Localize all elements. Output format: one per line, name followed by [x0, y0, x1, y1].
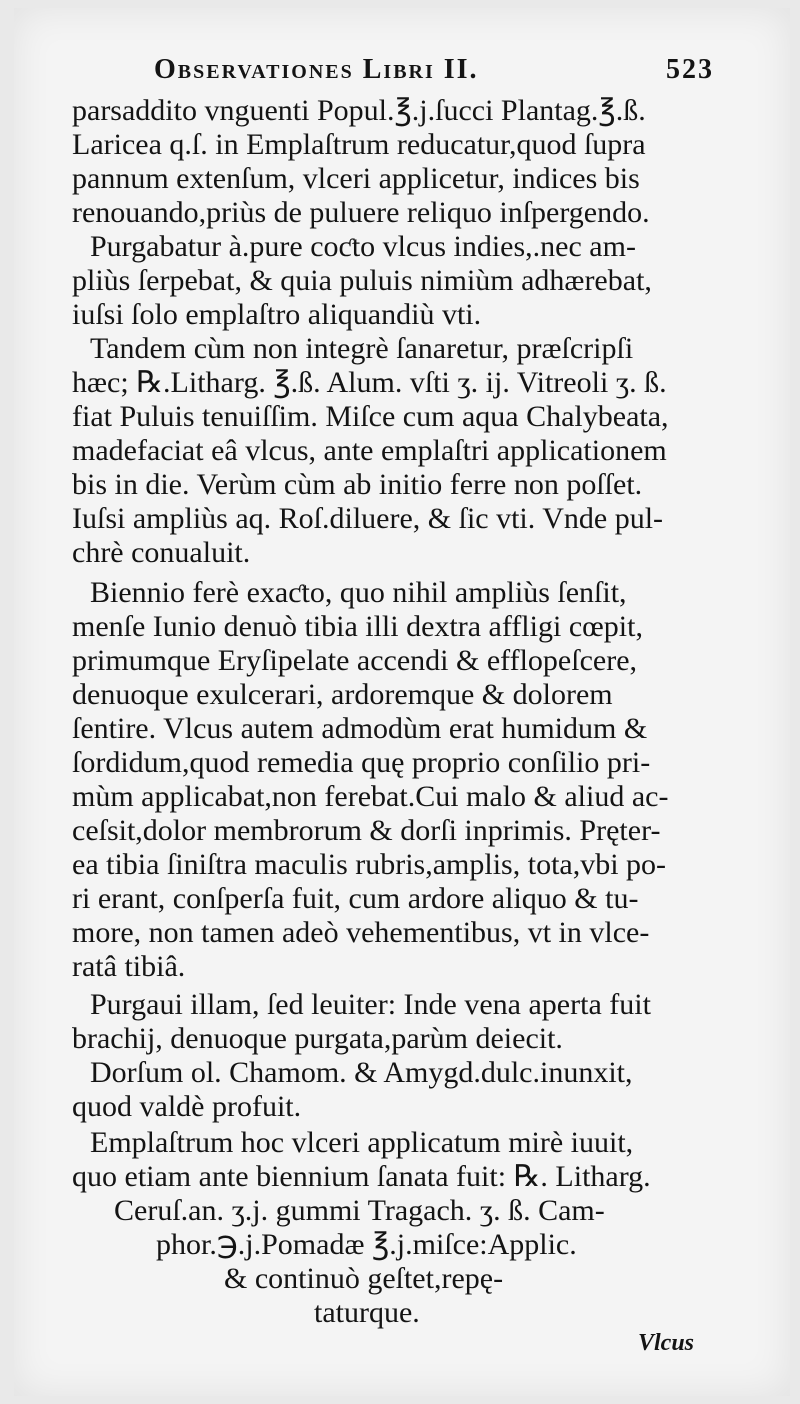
text-line: pliùs ſerpebat, & quia puluis nimiùm adhærebat, [72, 264, 652, 297]
text-line: Biennio ferè exaƈto, quo nihil ampliùs ſenſit, [90, 576, 627, 609]
text-line: Emplaſtrum hoc vlceri applicatum mirè iuuit, [90, 1126, 634, 1159]
text-line: iuſsi ſolo emplaſtro aliquandiù vti. [72, 298, 482, 331]
text-line: Iuſsi ampliùs aq. Roſ.diluere, & ſic vti. Vnde pul- [72, 502, 664, 535]
text-line: fiat Puluis tenuiſſim. Miſce cum aqua Chalybeata, [72, 400, 669, 433]
text-line: Dorſum ol. Chamom. & Amygd.dulc.inunxit, [90, 1056, 633, 1089]
text-line: ri erant, conſperſa fuit, cum ardore aliquo & tu- [72, 882, 639, 915]
text-line: brachij, denuoque purgata,parùm deiecit. [72, 1022, 563, 1055]
text-line: chrè conualuit. [72, 536, 251, 569]
text-line: pannum extenſum, vlceri applicetur, indices bis [72, 162, 640, 195]
text-line: ſentire. Vlcus autem admodùm erat humidum & [72, 712, 648, 745]
text-line: more, non tamen adeò vehementibus, vt in vlce- [72, 916, 650, 949]
running-title: Observationes Libri II. [154, 54, 479, 85]
text-line: ſordidum,quod remedia quę proprio conſilio pri- [72, 746, 651, 779]
text-line: denuoque exulcerari, ardoremque & dolorem [72, 678, 613, 711]
text-line: quo etiam ante biennium ſanata fuit: ℞. Litharg. [72, 1160, 651, 1193]
text-line: menſe Iunio denuò tibia illi dextra affligi cœpit, [72, 610, 643, 643]
text-line: ratâ tibiâ. [72, 950, 186, 983]
text-line: phor.℈.j.Pomadæ ℥.j.miſce:Applic. [156, 1228, 577, 1261]
text-line: parsaddito vnguenti Popul.℥.j.ſucci Plantag.℥.ß. [72, 94, 646, 127]
text-line: taturque. [314, 1296, 420, 1329]
text-line: Purgabatur à.pure coƈto vlcus indies,.nec am- [90, 230, 636, 263]
running-header [154, 54, 714, 94]
text-line: & continuò geſtet,repę- [224, 1262, 504, 1295]
catchword: Vlcus [637, 1330, 694, 1356]
text-line: Purgaui illam, ſed leuiter: Inde vena aperta fuit [90, 988, 651, 1021]
text-line: ea tibia ſiniſtra maculis rubris,amplis, tota,vbi po- [72, 848, 667, 881]
text-line: primumque Eryſipelate accendi & efflореſcere, [72, 644, 638, 677]
text-line: madefaciat eâ vlcus, ante emplaſtri applicationem [72, 434, 667, 467]
text-line: Ceruſ.an. ʒ.j. gummi Tragach. ʒ. ß. Cam- [114, 1194, 605, 1227]
text-line: quod valdè profuit. [72, 1090, 302, 1123]
text-line: Laricea q.ſ. in Emplaſtrum reducatur,quod ſupra [72, 128, 646, 161]
page-number: 523 [666, 54, 714, 85]
text-line: hæc; ℞.Litharg. ℥.ß. Alum. vſti ʒ. ij. Vitreoli ʒ. ß. [72, 366, 667, 399]
text-line: Tandem cùm non integrè ſanaretur, præſcripſi [90, 332, 634, 365]
text-line: renouando,priùs de puluere reliquo inſpergendo. [72, 196, 650, 229]
text-line: ceſsit,dolor membrorum & dorſi inprimis. Pręter- [72, 814, 661, 847]
text-line: bis in die. Verùm cùm ab initio ferre non poſſet. [72, 468, 643, 501]
text-line: mùm applicabat,non ferebat.Cui malo & aliud ac- [72, 780, 669, 813]
book-page [14, 8, 790, 1396]
